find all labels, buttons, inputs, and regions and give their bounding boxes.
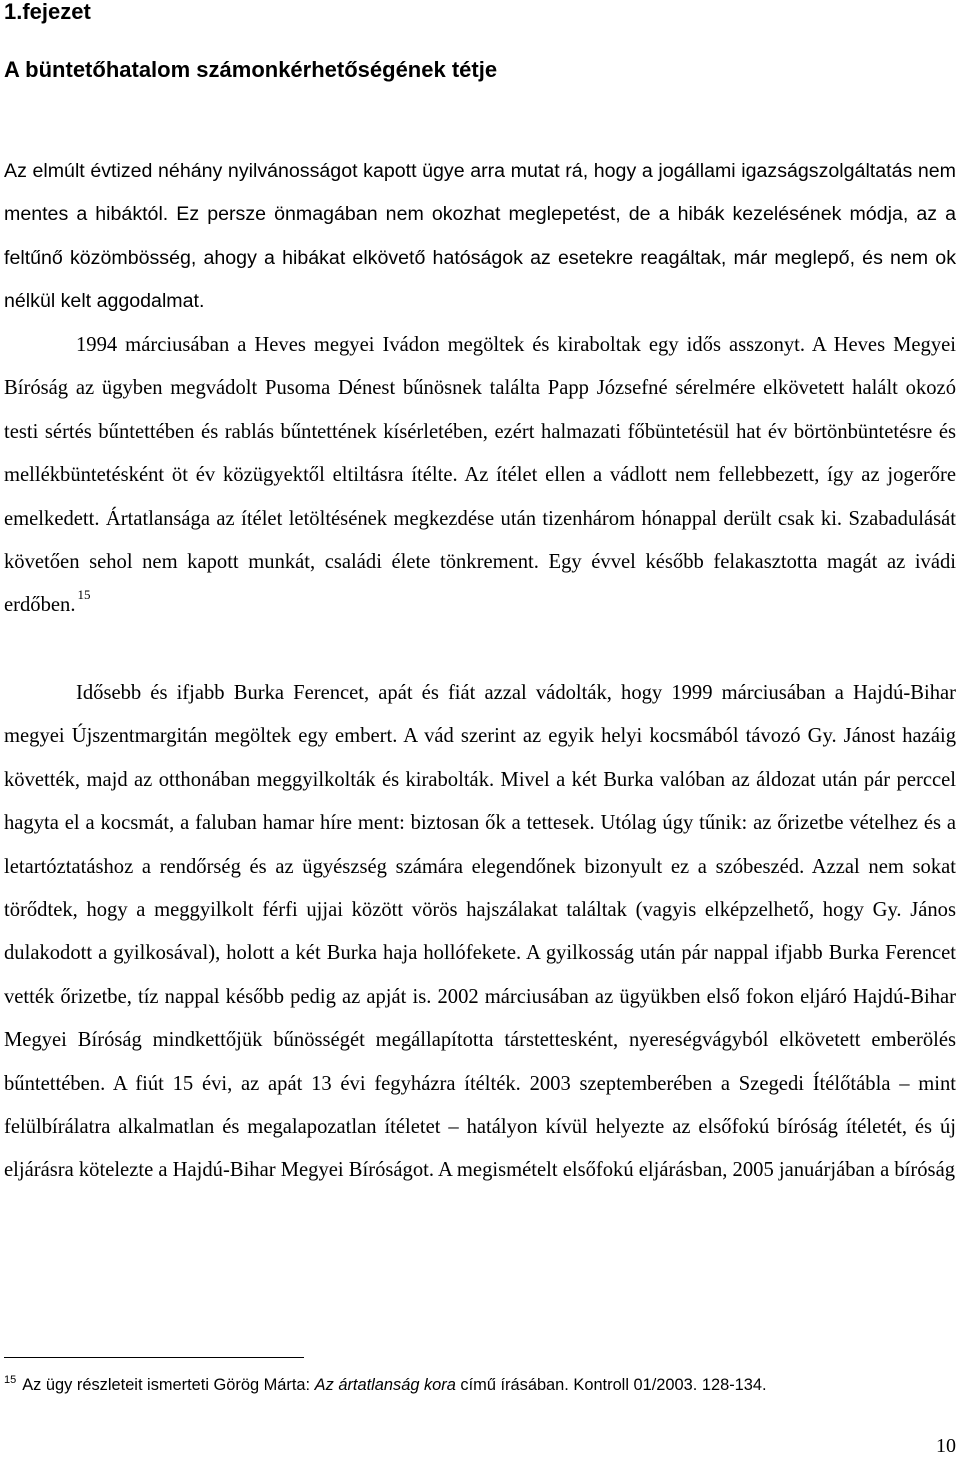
footnote-divider [4,1357,304,1358]
chapter-heading: 1.fejezet [4,0,91,24]
footnote-reference[interactable]: 15 [77,587,91,603]
footnote-book-title: Az ártatlanság kora [314,1376,456,1394]
paragraph-burka-text: Idősebb és ifjabb Burka Ferencet, apát és fiát azzal vádolták, hogy 1999 márciusában a Hajdú-Bihar megyei Újszentmargitán megöltek egy embert. A vád szerint az egyik helyi kocsmából távozó Gy. Jánost hazáig követték, majd az otthonában meggyilkolták és kirabolták. Mivel a két Burka valóban az áldozat után pár perccel hagyta el a kocsmát, a faluban hamar híre ment: biztosan ők a tettesek. Utólag úgy tűnik: az őrizetbe vételhez és a letartóztatáshoz a rendőrség és az ügyészség számára elegendőnek bizonyult ez a szóbeszéd. Azzal nem sokat törődtek, hogy a meggyilkolt férfi ujjai között vörös hajszálakat találtak (vagyis elképzelhető, hogy Gy. János dulakodott a gyilkosával), holott a két Burka haja hollófekete. A gyilkosság után pár nappal ifjabb Burka Ferencet vették őrizetbe, tíz nappal később pedig az apját is. 2002 márciusában az ügyükben első fokon eljáró Hajdú-Bihar Megyei Bíróság mindkettőjük bűnösségét megállapította társtettesként, nyereségvágyból elkövetett emberölés bűntettében. A fiút 15 évi, az apát 13 évi fegyházra ítélték. 2003 szeptemberében a Szegedi Ítélőtábla – mint felülbírálatra alkalmatlan és megalapozatlan ítéletet – hatályon kívül helyezte az elsőfokú bíróság ítéletét, és új eljárásra kötelezte a Hajdú-Bihar Megyei Bíróságot. A megismételt elsőfokú eljárásban, 2005 januárjában a bíróság [4,682,956,1182]
footnote [4,1372,956,1398]
footnote-text-after: című írásában. Kontroll 01/2003. 128-134. [455,1376,767,1394]
paragraph-intro-text: Az elmúlt évtized néhány nyilvánosságot kapott ügye arra mutat rá, hogy a jogállami igazságszolgáltatás nem mentes a hibáktól. Ez persze önmagában nem okozhat meglepetést, de a hibák kezelésének módja, az a feltűnő közömbösség, ahogy a hibákat elkövető hatóságok az esetekre reagáltak, már meglepő, és nem ok nélkül kelt aggodalmat. [4,160,956,313]
paragraph-intro [4,150,956,324]
page-number: 10 [936,1435,956,1457]
paragraph-ivad-body: 1994 márciusában a Heves megyei Ivádon megöltek és kiraboltak egy idős asszonyt. A Heves Megyei Bíróság az ügyben megvádolt Pusoma Dénest bűnösnek találta Papp Józsefné sérelmére elkövetett halált okozó testi sértés bűntettében és rablás bűntettének kísérletében, ezért halmazati főbüntetésül hat év börtönbüntetésre és mellékbüntetésként öt év közügyektől eltiltásra ítélte. Az ítélet ellen a vádlott nem fellebbezett, így az jogerőre emelkedett. Ártatlansága az ítélet letöltésének megkezdése után tizenhárom hónappal derült csak ki. Szabadulását követően sehol nem kapott munkát, családi élete tönkrement. Egy évvel később felakasztotta magát az ivádi erdőben. [4,334,956,617]
chapter-title: A büntetőhatalom számonkérhetőségének tétje [4,57,498,82]
paragraph-ivad-text [4,324,956,628]
paragraph-ivad-case [4,324,956,628]
footnote-text-before: Az ügy részleteit ismerteti Görög Márta: [22,1376,315,1394]
footnote-number: 15 [4,1374,17,1386]
paragraph-burka-case [4,672,956,1193]
